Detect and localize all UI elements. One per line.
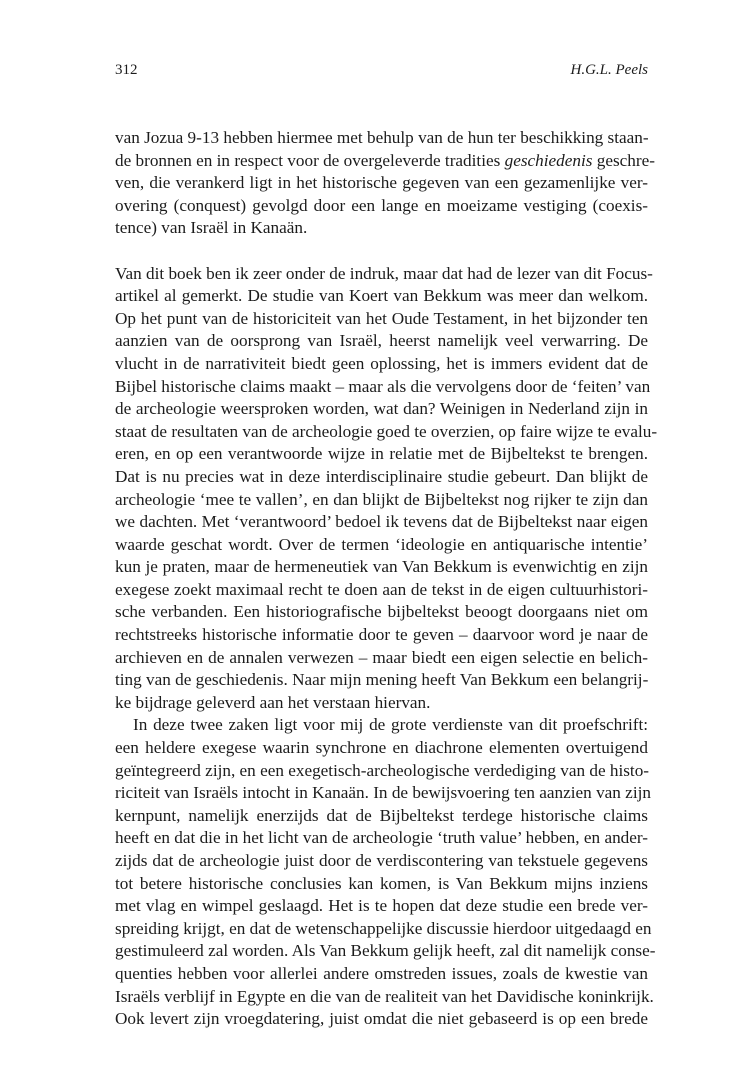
text-line: kernpunt, namelijk enerzijds dat de Bijbeltekst terdege historische claims [115,805,648,825]
paragraph-3 [115,714,656,1030]
text-line: Dat is nu precies wat in deze interdisciplinaire studie gebeurt. Dan blijkt de [115,466,648,486]
section-break [115,240,648,263]
text-line: ke bijdrage geleverd aan het verstaan hiervan. [115,692,431,712]
paragraph-2 [115,263,658,715]
text-line: tot betere historische conclusies kan komen, is Van Bekkum mijns inziens [115,873,648,893]
text-line: gestimuleerd zal worden. Als Van Bekkum gelijk heeft, zal dit namelijk conse- [115,941,656,961]
text-line: In deze twee zaken ligt voor mij de grote verdienste van dit proefschrift: [133,715,648,735]
text-line: kun je praten, maar de hermeneutiek van Van Bekkum is evenwichtig en zijn [115,557,648,577]
text-line: spreiding krijgt, en dat de wetenschappelijke discussie hierdoor uitgedaagd en [115,918,652,938]
text-line: archieven en de annalen verwezen – maar biedt een eigen selectie en belich- [115,647,648,667]
text-line: we dachten. Met ‘verantwoord’ bedoel ik tevens dat de Bijbeltekst naar eigen [115,512,648,532]
emphasis-text: geschiedenis [504,150,593,170]
text-segment: geschre- [592,150,655,170]
text-line: Israëls verblijf in Egypte en die van de realiteit van het Davidische koninkrijk. [115,986,654,1006]
text-line: riciteit van Israëls intocht in Kanaän. In de bewijsvoering ten aanzien van zijn [115,783,651,803]
body-text [115,127,658,1031]
text-line: Op het punt van de historiciteit van het Oude Testament, in het bijzonder ten [115,308,648,328]
text-line: een heldere exegese waarin synchrone en diachrone elementen overtuigend [115,738,648,758]
running-author: H.G.L. Peels [570,62,648,78]
text-line: ven, die verankerd ligt in het historische gegeven van een gezamenlijke ver- [115,173,648,193]
text-line: overing (conquest) gevolgd door een lange en moeizame vestiging (coexis- [115,195,648,215]
text-line: eren, en op een verantwoorde wijze in relatie met de Bijbeltekst te brengen. [115,444,648,464]
text-line: ting van de geschiedenis. Naar mijn mening heeft Van Bekkum een belangrij- [115,670,649,690]
text-line: Van dit boek ben ik zeer onder de indruk, maar dat had de lezer van dit Focus- [115,263,653,283]
text-line: aanzien van de oorsprong van Israël, heerst namelijk veel verwarring. De [115,331,648,351]
text-line: archeologie ‘mee te vallen’, en dan blijkt de Bijbeltekst nog rijker te zijn dan [115,489,648,509]
text-line: sche verbanden. Een historiografische bijbeltekst beoogt doorgaans niet om [115,602,648,622]
text-line: artikel al gemerkt. De studie van Koert van Bekkum was meer dan welkom. [115,286,648,306]
text-line: Bijbel historische claims maakt – maar als die vervolgens door de ‘feiten’ van [115,376,651,396]
text-line: exegese zoekt maximaal recht te doen aan de tekst in de eigen cultuurhistori- [115,579,648,599]
text-line: waarde geschat wordt. Over de termen ‘ideologie en antiquarische intentie’ [115,534,648,554]
text-line: quenties hebben voor allerlei andere omstreden issues, zoals de kwestie van [115,963,648,983]
text-line: heeft en dat die in het licht van de archeologie ‘truth value’ hebben, en ander- [115,828,648,848]
text-line: van Jozua 9-13 hebben hiermee met behulp van de hun ter beschikking staan- [115,128,649,147]
text-line: tence) van Israël in Kanaän. [115,218,308,238]
page-number: 312 [115,62,138,78]
text-line: rechtstreeks historische informatie door te geven – daarvoor word je naar de [115,625,648,645]
text-line [115,150,655,173]
text-line: zijds dat de archeologie juist door de verdiscontering van tekstuele gegevens [115,851,648,870]
text-segment: de bronnen en in respect voor de overgeleverde tradities [115,150,505,170]
text-line: Ook levert zijn vroegdatering, juist omdat die niet gebaseerd is op een brede [115,1009,648,1029]
text-line: staat de resultaten van de archeologie goed te overzien, op faire wijze te evalu- [115,421,658,441]
text-line: de archeologie weersproken worden, wat dan? Weinigen in Nederland zijn in [115,399,648,419]
paragraph-1 [115,127,655,240]
text-line: vlucht in de narrativiteit biedt geen oplossing, het is immers evident dat de [115,353,648,373]
text-line: geïntegreerd zijn, en een exegetisch-archeologische verdediging van de histo- [115,760,650,780]
text-line: met vlag en wimpel geslaagd. Het is te hopen dat deze studie een brede ver- [115,896,648,916]
